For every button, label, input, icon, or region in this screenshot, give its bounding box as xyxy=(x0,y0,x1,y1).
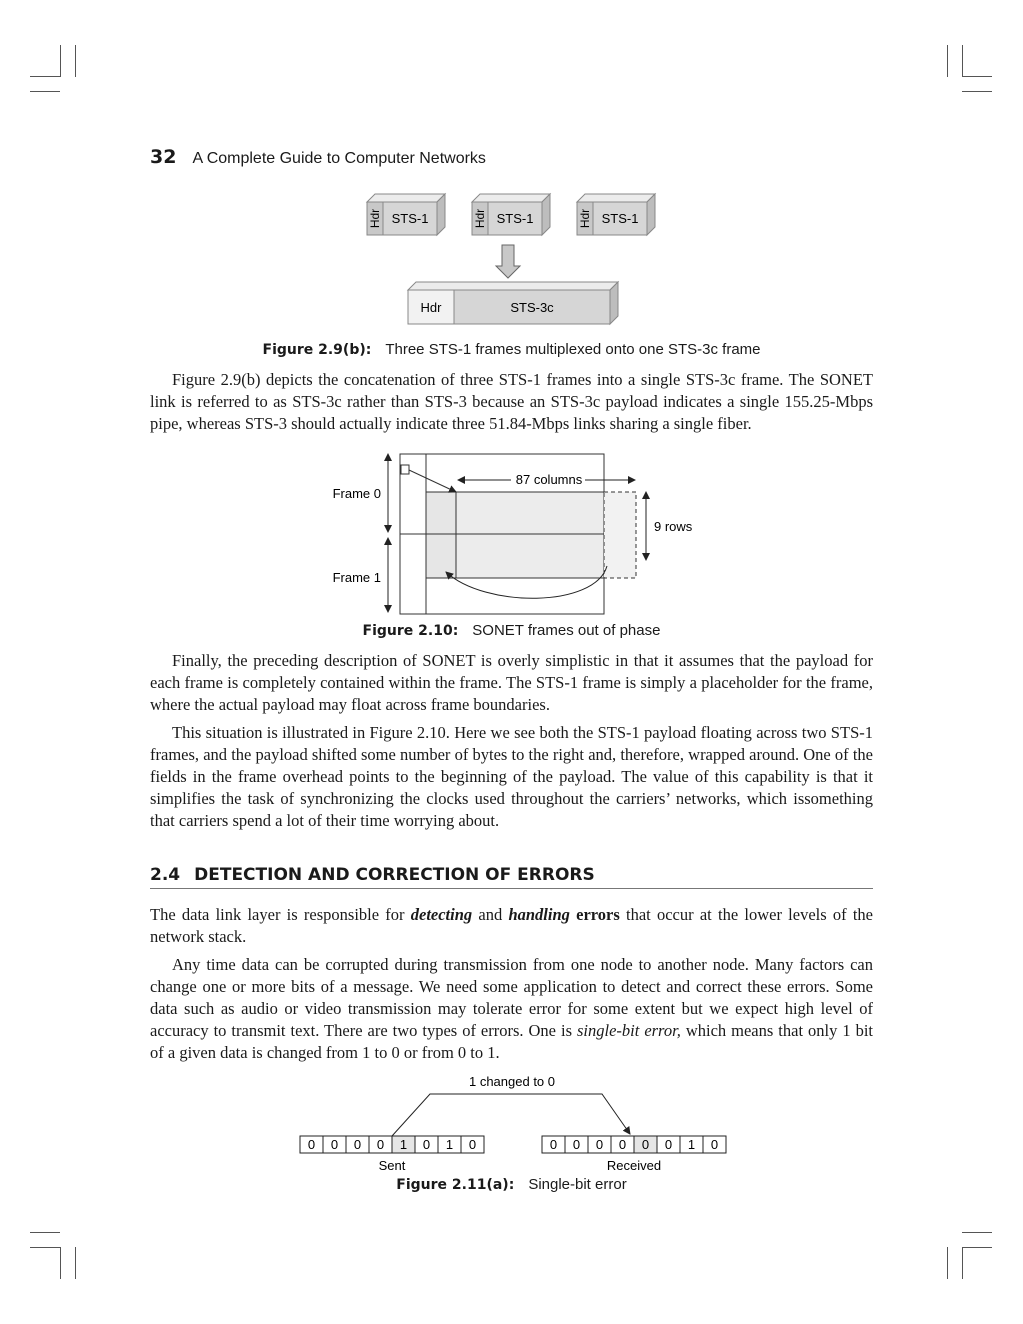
rows-label: 9 rows xyxy=(654,519,693,534)
figure-caption xyxy=(0,622,1023,639)
received-label: Received xyxy=(606,1158,662,1173)
down-arrow-icon xyxy=(496,245,520,278)
bit-value: 0 xyxy=(468,1137,477,1152)
frame-hdr-label: Hdr xyxy=(368,208,382,229)
crop-mark xyxy=(947,1247,948,1279)
crop-mark xyxy=(962,76,992,77)
crop-mark xyxy=(30,1232,60,1233)
bit-value: 0 xyxy=(307,1137,316,1152)
text-run: which means that only 1 bit of a given data is changed from 1 to 0 or from 0 to 1. xyxy=(150,1021,873,1062)
bit-value: 0 xyxy=(664,1137,673,1152)
bit-value: 0 xyxy=(572,1137,581,1152)
text-run: The data link layer is responsible for xyxy=(150,905,411,924)
body-paragraph: This situation is illustrated in Figure 2.10. Here we see both the STS-1 payload floating across two STS-1 frames, and the payload shifted some number of bytes to the right and, therefore, wrapped around. One of the fields in the frame overhead points to the beginning of the payload. The value of this capability is that it simplifies the task of synchronizing the clocks used throughout the carriers’ networks, which issomething that carriers spend a lot of their time worrying about. xyxy=(150,723,873,830)
text-run: and xyxy=(472,905,509,924)
crop-mark xyxy=(30,91,60,92)
bit-value: 0 xyxy=(710,1137,719,1152)
bit-value: 1 xyxy=(687,1137,696,1152)
sts3c-frame xyxy=(408,282,618,324)
bit-value: 0 xyxy=(618,1137,627,1152)
figure-caption-text: Three STS-1 frames multiplexed onto one STS-3c frame xyxy=(385,341,761,358)
sts3c-hdr-label: Hdr xyxy=(420,300,442,315)
running-title: A Complete Guide to Computer Networks xyxy=(192,150,486,167)
emphasis-text: detecting xyxy=(410,905,473,924)
crop-mark xyxy=(962,45,963,77)
page-number: 32 xyxy=(150,146,177,168)
sts1-frame xyxy=(367,194,445,235)
sts1-frame xyxy=(577,194,655,235)
bit-value: 0 xyxy=(376,1137,385,1152)
received-bits xyxy=(542,1136,726,1153)
figure-caption xyxy=(0,341,1023,358)
crop-mark xyxy=(962,91,992,92)
figure-single-bit-error xyxy=(290,1068,735,1178)
frame1-label: Frame 1 xyxy=(332,570,381,585)
bit-value: 1 xyxy=(445,1137,454,1152)
figure-caption-text: SONET frames out of phase xyxy=(472,622,661,639)
sts3c-label: STS-3c xyxy=(510,300,554,315)
frame-label: STS-1 xyxy=(496,211,534,226)
sent-bits xyxy=(300,1136,484,1153)
frame0-label: Frame 0 xyxy=(332,486,381,501)
bit-value: 0 xyxy=(330,1137,339,1152)
section-title: DETECTION AND CORRECTION OF ERRORS xyxy=(194,865,595,885)
text-run: that occur at the lower levels of the network stack. xyxy=(150,905,874,946)
sts1-frame xyxy=(472,194,550,235)
frame-label: STS-1 xyxy=(391,211,429,226)
figure-label: Figure 2.10: xyxy=(362,623,459,639)
crop-mark xyxy=(60,1247,61,1279)
crop-mark xyxy=(962,1247,963,1279)
bit-value: 0 xyxy=(641,1137,650,1152)
figure-label: Figure 2.9(b): xyxy=(262,342,372,358)
frame-hdr-label: Hdr xyxy=(578,208,592,229)
running-header xyxy=(150,146,486,172)
bit-value: 0 xyxy=(549,1137,558,1152)
crop-mark xyxy=(962,1247,992,1248)
crop-mark xyxy=(30,76,60,77)
figure-sonet-frames xyxy=(325,448,705,620)
body-paragraph xyxy=(150,904,873,948)
crop-mark xyxy=(75,1247,76,1279)
text-run: Any time data can be corrupted during transmission from one node to another node. Many factors can change one or more bits of a message. We need some application to detect and correct these errors. Some data such as audio or video transmission may tolerate error for some extent but we expect high level of accuracy to transmit text. There are two types of errors. One is xyxy=(150,955,873,1040)
frame-hdr-label: Hdr xyxy=(473,208,487,229)
figure-caption-text: Single-bit error xyxy=(528,1176,627,1193)
columns-label: 87 columns xyxy=(515,472,583,487)
italic-text: single-bit error, xyxy=(577,1021,681,1040)
crop-mark xyxy=(30,1247,60,1248)
section-number: 2.4 xyxy=(150,865,181,885)
crop-mark xyxy=(60,45,61,77)
crop-mark xyxy=(947,45,948,77)
body-paragraph xyxy=(150,954,873,1064)
figure-label: Figure 2.11(a): xyxy=(396,1177,515,1193)
section-heading xyxy=(150,862,873,889)
frame-label: STS-1 xyxy=(601,211,639,226)
body-paragraph: Finally, the preceding description of SONET is overly simplistic in that it assumes that the payload for each frame is completely contained within the frame. The STS-1 frame is simply a placeholder for the frame, where the actual payload may float across frame boundaries. xyxy=(150,651,873,714)
body-paragraph: Figure 2.9(b) depicts the concatenation of three STS-1 frames into a single STS-3c frame. The SONET link is referred to as STS-3c rather than STS-3 because an STS-3c payload indicates a single 155.25-Mbps pipe, whereas STS-3 should actually indicate three 51.84-Mbps links sharing a single fiber. xyxy=(150,370,873,433)
bit-value: 0 xyxy=(422,1137,431,1152)
figure-sts3c-multiplexing xyxy=(340,190,680,330)
crop-mark xyxy=(962,1232,992,1233)
figure-caption xyxy=(0,1176,1023,1193)
annotation-label: 1 changed to 0 xyxy=(468,1074,556,1089)
crop-mark xyxy=(75,45,76,77)
bit-value: 0 xyxy=(353,1137,362,1152)
bold-text: errors xyxy=(576,905,620,924)
bit-value: 1 xyxy=(399,1137,408,1152)
sent-label: Sent xyxy=(378,1158,406,1173)
bit-value: 0 xyxy=(595,1137,604,1152)
emphasis-text: handling xyxy=(508,905,570,924)
